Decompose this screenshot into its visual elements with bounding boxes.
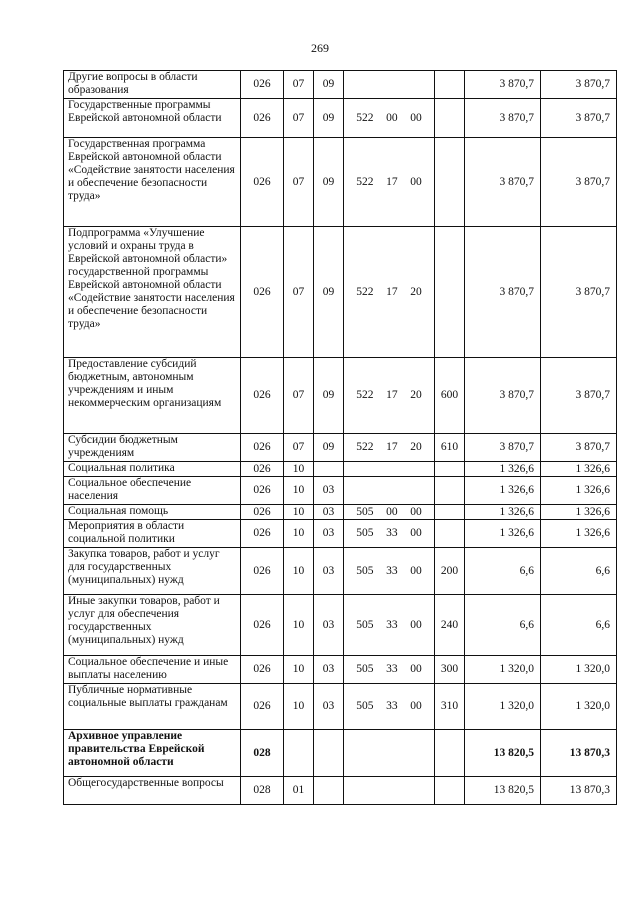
csr-code-part: 522 <box>356 389 374 401</box>
ved-code-cell: 026 <box>241 358 284 434</box>
sum-year1-cell: 1 320,0 <box>465 656 541 684</box>
ved-code-cell: 028 <box>241 777 284 805</box>
table-row <box>64 434 617 462</box>
pr-code-cell: 09 <box>314 99 344 138</box>
sum-year2-cell: 1 326,6 <box>541 462 617 477</box>
csr-code-part: 00 <box>410 175 422 188</box>
csr-code-part: 33 <box>386 527 398 539</box>
pr-code-cell: 09 <box>314 71 344 99</box>
table-row <box>64 477 617 505</box>
row-name-cell: Архивное управление правительства Еврейской автономной области <box>64 730 241 777</box>
rz-code-cell: 07 <box>284 71 314 99</box>
vr-code-cell <box>435 138 465 227</box>
ved-code-cell: 026 <box>241 434 284 462</box>
vr-code-cell: 600 <box>435 358 465 434</box>
rz-code-cell: 10 <box>284 684 314 730</box>
vr-code-cell <box>435 730 465 777</box>
ved-code-cell: 026 <box>241 477 284 505</box>
csr-code-part: 20 <box>410 441 422 453</box>
sum-year2-cell: 3 870,7 <box>541 138 617 227</box>
ved-code-cell: 026 <box>241 595 284 656</box>
sum-year2-cell: 6,6 <box>541 595 617 656</box>
csr-code-part: 00 <box>386 111 398 124</box>
row-name-cell: Социальное обеспечение населения <box>64 477 241 505</box>
csr-code-part: 505 <box>356 564 374 577</box>
ved-code-cell: 026 <box>241 99 284 138</box>
ved-code-cell: 026 <box>241 505 284 520</box>
table-row <box>64 358 617 434</box>
sum-year2-cell: 1 320,0 <box>541 656 617 684</box>
csr-code-part: 522 <box>356 285 374 298</box>
table-row <box>64 595 617 656</box>
row-name-cell: Государственная программа Еврейской автономной области «Содействие занятости населения и обеспечение безопасности труда» <box>64 138 241 227</box>
sum-year1-cell: 6,6 <box>465 548 541 595</box>
budget-table <box>63 70 617 805</box>
pr-code-cell: 09 <box>314 434 344 462</box>
pr-code-cell: 09 <box>314 358 344 434</box>
pr-code-cell: 09 <box>314 227 344 358</box>
sum-year2-cell: 3 870,7 <box>541 434 617 462</box>
csr-code-cell <box>344 477 435 505</box>
csr-code-cell <box>344 548 435 595</box>
pr-code-cell: 03 <box>314 520 344 548</box>
pr-code-cell: 03 <box>314 656 344 684</box>
sum-year1-cell: 3 870,7 <box>465 358 541 434</box>
pr-code-cell <box>314 462 344 477</box>
ved-code-cell: 028 <box>241 730 284 777</box>
csr-code-cell <box>344 227 435 358</box>
csr-code-cell <box>344 520 435 548</box>
csr-code-part: 00 <box>410 564 422 577</box>
rz-code-cell: 10 <box>284 477 314 505</box>
csr-code-cell <box>344 684 435 730</box>
ved-code-cell: 026 <box>241 684 284 730</box>
rz-code-cell: 01 <box>284 777 314 805</box>
sum-year2-cell: 1 320,0 <box>541 684 617 730</box>
row-name-cell: Социальное обеспечение и иные выплаты населению <box>64 656 241 684</box>
sum-year2-cell: 3 870,7 <box>541 358 617 434</box>
row-name-cell: Субсидии бюджетным учреждениям <box>64 434 241 462</box>
csr-code-part: 505 <box>356 505 374 518</box>
csr-code-cell <box>344 595 435 656</box>
rz-code-cell: 10 <box>284 656 314 684</box>
vr-code-cell: 200 <box>435 548 465 595</box>
sum-year2-cell: 1 326,6 <box>541 520 617 548</box>
rz-code-cell: 07 <box>284 227 314 358</box>
vr-code-cell: 310 <box>435 684 465 730</box>
csr-code-cell <box>344 462 435 477</box>
csr-code-cell <box>344 777 435 805</box>
row-name-cell: Государственные программы Еврейской автономной области <box>64 99 241 138</box>
table-row <box>64 656 617 684</box>
rz-code-cell <box>284 730 314 777</box>
table-row <box>64 520 617 548</box>
sum-year1-cell: 1 320,0 <box>465 684 541 730</box>
csr-code-cell <box>344 505 435 520</box>
table-row <box>64 730 617 777</box>
vr-code-cell <box>435 477 465 505</box>
csr-code-part: 522 <box>356 441 374 453</box>
csr-code-part: 00 <box>386 505 398 518</box>
row-name-cell: Иные закупки товаров, работ и услуг для обеспечения государственных (муниципальных) нужд <box>64 595 241 656</box>
ved-code-cell: 026 <box>241 656 284 684</box>
table-row <box>64 684 617 730</box>
csr-code-part: 00 <box>410 700 422 712</box>
vr-code-cell <box>435 520 465 548</box>
sum-year1-cell: 13 820,5 <box>465 777 541 805</box>
rz-code-cell: 10 <box>284 520 314 548</box>
csr-code-part: 17 <box>386 285 398 298</box>
csr-code-part: 505 <box>356 618 374 631</box>
vr-code-cell <box>435 227 465 358</box>
rz-code-cell: 07 <box>284 99 314 138</box>
table-row <box>64 548 617 595</box>
rz-code-cell: 07 <box>284 358 314 434</box>
sum-year1-cell: 3 870,7 <box>465 71 541 99</box>
vr-code-cell: 610 <box>435 434 465 462</box>
pr-code-cell <box>314 777 344 805</box>
sum-year2-cell: 3 870,7 <box>541 71 617 99</box>
ved-code-cell: 026 <box>241 462 284 477</box>
pr-code-cell: 03 <box>314 595 344 656</box>
csr-code-part: 17 <box>386 441 398 453</box>
row-name-cell: Другие вопросы в области образования <box>64 71 241 99</box>
sum-year2-cell: 1 326,6 <box>541 477 617 505</box>
csr-code-part: 505 <box>356 700 374 712</box>
sum-year1-cell: 1 326,6 <box>465 505 541 520</box>
csr-code-part: 505 <box>356 527 374 539</box>
csr-code-part: 20 <box>410 389 422 401</box>
csr-code-cell <box>344 434 435 462</box>
csr-code-part: 522 <box>356 111 374 124</box>
ved-code-cell: 026 <box>241 520 284 548</box>
pr-code-cell: 03 <box>314 684 344 730</box>
rz-code-cell: 07 <box>284 434 314 462</box>
ved-code-cell: 026 <box>241 548 284 595</box>
pr-code-cell: 03 <box>314 477 344 505</box>
csr-code-part: 00 <box>410 527 422 539</box>
table-row <box>64 138 617 227</box>
csr-code-part: 00 <box>410 618 422 631</box>
vr-code-cell <box>435 462 465 477</box>
vr-code-cell <box>435 777 465 805</box>
table-row <box>64 777 617 805</box>
sum-year1-cell: 3 870,7 <box>465 99 541 138</box>
row-name-cell: Мероприятия в области социальной политики <box>64 520 241 548</box>
row-name-cell: Социальная политика <box>64 462 241 477</box>
table-row <box>64 505 617 520</box>
table-row <box>64 227 617 358</box>
sum-year1-cell: 13 820,5 <box>465 730 541 777</box>
rz-code-cell: 10 <box>284 548 314 595</box>
sum-year1-cell: 1 326,6 <box>465 520 541 548</box>
sum-year1-cell: 3 870,7 <box>465 227 541 358</box>
sum-year2-cell: 3 870,7 <box>541 227 617 358</box>
sum-year1-cell: 3 870,7 <box>465 138 541 227</box>
rz-code-cell: 10 <box>284 462 314 477</box>
sum-year2-cell: 13 870,3 <box>541 777 617 805</box>
csr-code-part: 33 <box>386 618 398 631</box>
table-row <box>64 462 617 477</box>
csr-code-part: 00 <box>410 663 422 675</box>
vr-code-cell: 240 <box>435 595 465 656</box>
csr-code-cell <box>344 138 435 227</box>
rz-code-cell: 07 <box>284 138 314 227</box>
row-name-cell: Общегосударственные вопросы <box>64 777 241 805</box>
csr-code-part: 00 <box>410 111 422 124</box>
sum-year2-cell: 6,6 <box>541 548 617 595</box>
csr-code-part: 00 <box>410 505 422 518</box>
csr-code-part: 17 <box>386 389 398 401</box>
sum-year1-cell: 6,6 <box>465 595 541 656</box>
csr-code-part: 505 <box>356 663 374 675</box>
row-name-cell: Социальная помощь <box>64 505 241 520</box>
csr-code-cell <box>344 656 435 684</box>
csr-code-part: 522 <box>356 175 374 188</box>
ved-code-cell: 026 <box>241 138 284 227</box>
vr-code-cell <box>435 71 465 99</box>
sum-year1-cell: 1 326,6 <box>465 462 541 477</box>
csr-code-part: 33 <box>386 663 398 675</box>
row-name-cell: Предоставление субсидий бюджетным, автономным учреждениям и иным некоммерческим организациям <box>64 358 241 434</box>
sum-year2-cell: 1 326,6 <box>541 505 617 520</box>
pr-code-cell: 03 <box>314 505 344 520</box>
csr-code-cell <box>344 99 435 138</box>
pr-code-cell: 03 <box>314 548 344 595</box>
sum-year2-cell: 13 870,3 <box>541 730 617 777</box>
ved-code-cell: 026 <box>241 227 284 358</box>
row-name-cell: Подпрограмма «Улучшение условий и охраны труда в Еврейской автономной области» государственной программы Еврейской автономной области «Содействие занятости населения и обеспечение безопасности труда» <box>64 227 241 358</box>
pr-code-cell <box>314 730 344 777</box>
sum-year1-cell: 3 870,7 <box>465 434 541 462</box>
row-name-cell: Закупка товаров, работ и услуг для государственных (муниципальных) нужд <box>64 548 241 595</box>
sum-year2-cell: 3 870,7 <box>541 99 617 138</box>
vr-code-cell: 300 <box>435 656 465 684</box>
sum-year1-cell: 1 326,6 <box>465 477 541 505</box>
table-row <box>64 71 617 99</box>
vr-code-cell <box>435 99 465 138</box>
csr-code-part: 33 <box>386 564 398 577</box>
csr-code-cell <box>344 730 435 777</box>
csr-code-part: 17 <box>386 175 398 188</box>
csr-code-cell <box>344 358 435 434</box>
vr-code-cell <box>435 505 465 520</box>
csr-code-cell <box>344 71 435 99</box>
table-body <box>64 71 617 805</box>
rz-code-cell: 10 <box>284 505 314 520</box>
pr-code-cell: 09 <box>314 138 344 227</box>
csr-code-part: 20 <box>410 285 422 298</box>
table-row <box>64 99 617 138</box>
page-number: 269 <box>311 41 329 55</box>
rz-code-cell: 10 <box>284 595 314 656</box>
csr-code-part: 33 <box>386 700 398 712</box>
row-name-cell: Публичные нормативные социальные выплаты гражданам <box>64 684 241 730</box>
ved-code-cell: 026 <box>241 71 284 99</box>
